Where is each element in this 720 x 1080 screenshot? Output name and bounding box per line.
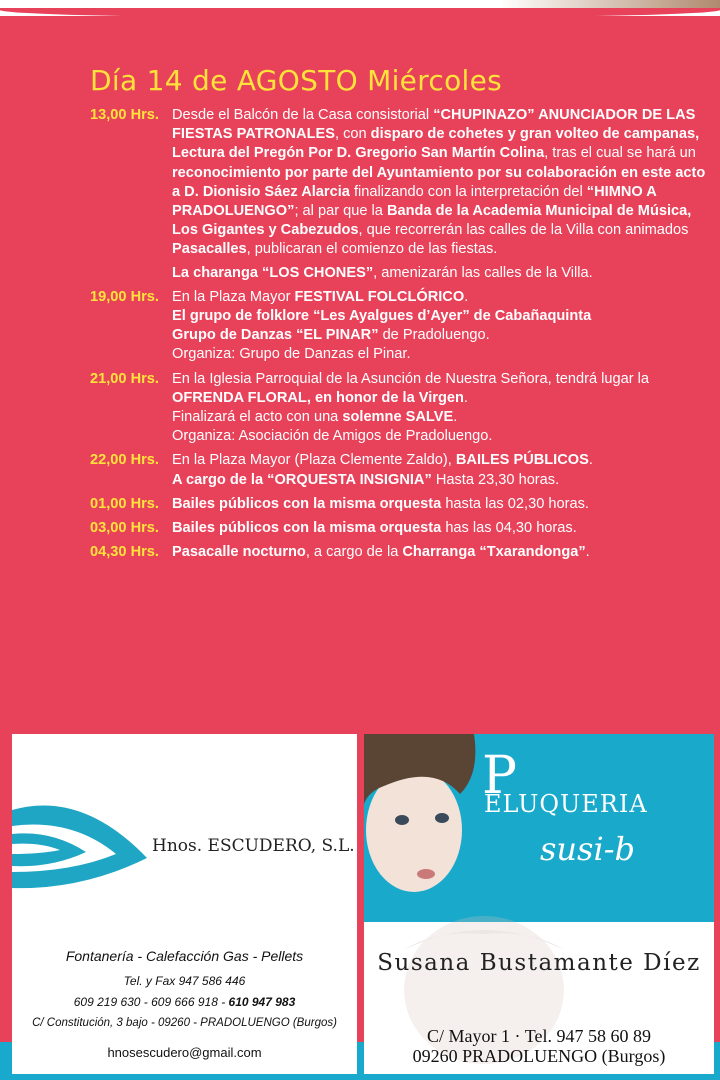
- brand-mark: P: [482, 746, 517, 806]
- text-segment: En la Iglesia Parroquial de la Asunción de Nuestra Señora, tendrá lugar la: [172, 370, 650, 387]
- text-segment: disparo de cohetes y gran volteo de campanas, Lectura del Pregón Por D. Gregorio San Martín Colina: [172, 126, 700, 162]
- text-segment: “CHUPINAZO” ANUNCIADOR DE LAS FIESTAS PATRONALES: [172, 107, 696, 143]
- text-segment: finalizando con la interpretación del: [349, 183, 587, 200]
- event-row: [90, 288, 715, 365]
- event-paragraph: [172, 543, 715, 562]
- text-segment: hasta las 02,30 horas.: [441, 495, 589, 512]
- salon-address-2: 09260 PRADOLUENGO (Burgos): [412, 1046, 666, 1066]
- ad-escudero: [12, 734, 357, 1074]
- event-row: [90, 106, 715, 283]
- tel-fax-line: Tel. y Fax 947 586 446: [123, 974, 246, 988]
- text-segment: .: [585, 544, 590, 561]
- owner-name: Susana Bustamante Díez: [377, 950, 701, 976]
- text-segment: .: [464, 288, 469, 305]
- address-line: C/ Constitución, 3 bajo - 09260 - PRADOLUENGO (Burgos): [32, 1017, 337, 1029]
- hero-banner: [364, 734, 714, 922]
- text-segment: Charranga “Txarandonga”: [402, 544, 586, 561]
- text-segment: solemne SALVE: [342, 409, 454, 426]
- text-segment: OFRENDA FLORAL, en honor de la Virgen: [172, 389, 464, 406]
- brand-subname: susi-b: [540, 830, 635, 868]
- event-time: 21,00 Hrs.: [90, 370, 159, 387]
- text-segment: , a cargo de la: [305, 544, 403, 561]
- text-segment: , publicaran el comienzo de las fiestas.: [246, 241, 498, 258]
- text-segment: de Pradoluengo. Organiza: Grupo de Danzas el Pinar.: [172, 327, 490, 363]
- event-paragraph: [172, 519, 715, 538]
- event-time: 01,00 Hrs.: [90, 495, 159, 512]
- event-paragraph: [172, 370, 715, 447]
- text-segment: En la Plaza Mayor (Plaza Clemente Zaldo),: [172, 452, 456, 469]
- text-segment: A cargo de la “ORQUESTA INSIGNIA”: [172, 471, 432, 488]
- text-segment: Bailes públicos con la misma orquesta: [172, 520, 442, 537]
- escudero-logo-icon: [12, 780, 152, 910]
- event-row: [90, 370, 715, 447]
- company-name: Hnos. ESCUDERO, S.L.: [152, 836, 355, 856]
- text-segment: El grupo de folklore “Les Ayalgues d’Ayer” de Cabañaquinta Grupo de Danzas “EL PINAR”: [172, 308, 592, 344]
- text-segment: FESTIVAL FOLCLÓRICO: [294, 288, 465, 305]
- event-program: [90, 106, 715, 567]
- text-segment: ; al par que la: [294, 203, 387, 220]
- ad-peluqueria: [364, 734, 714, 1074]
- event-row: [90, 495, 715, 514]
- phones-line: [12, 995, 357, 1009]
- event-description: [172, 495, 715, 514]
- event-row: [90, 519, 715, 538]
- event-description: [172, 288, 715, 365]
- event-description: [172, 106, 715, 283]
- text-segment: Banda de la Academia Municipal de Música, Los Gigantes y Cabezudos: [172, 203, 692, 239]
- phones-text: 609 219 630 - 609 666 918 -: [73, 995, 229, 1009]
- event-time: 04,30 Hrs.: [90, 544, 159, 561]
- text-segment: Desde el Balcón de la Casa consistorial: [172, 107, 434, 123]
- page-title: Día 14 de AGOSTO Miércoles: [90, 64, 503, 97]
- text-segment: , amenizarán las calles de la Villa.: [373, 264, 593, 281]
- event-paragraph: [172, 495, 715, 514]
- brand-name: ELUQUERIA: [484, 790, 648, 818]
- event-description: [172, 519, 715, 538]
- event-time: 13,00 Hrs.: [90, 107, 159, 123]
- text-segment: reconocimiento por parte del Ayuntamiento por su colaboración en este acto a D. Dionisio Sáez Alarcia: [172, 164, 706, 200]
- event-paragraph: [172, 288, 715, 365]
- salon-address-1: C/ Mayor 1 · Tel. 947 58 60 89: [427, 1026, 651, 1046]
- event-time: 19,00 Hrs.: [90, 288, 159, 305]
- text-segment: Bailes públicos con la misma orquesta: [172, 495, 442, 512]
- event-paragraph: [172, 106, 715, 260]
- event-description: [172, 451, 715, 489]
- text-segment: , que recorrerán las calles de la Villa con animados: [358, 222, 689, 239]
- text-segment: . Finalizará el acto con una: [172, 389, 468, 426]
- services-line: Fontanería - Calefacción Gas - Pellets: [65, 948, 304, 964]
- text-segment: . Organiza: Asociación de Amigos de Pradoluengo.: [172, 409, 493, 445]
- email-line: hnosescudero@gmail.com: [107, 1045, 262, 1060]
- event-time: 03,00 Hrs.: [90, 520, 159, 537]
- top-brown-accent: [500, 0, 720, 8]
- child-face-icon: [364, 734, 494, 922]
- text-segment: En la Plaza Mayor: [172, 288, 295, 305]
- event-paragraph: [172, 264, 715, 283]
- text-segment: BAILES PÚBLICOS: [455, 452, 589, 469]
- text-segment: has las 04,30 horas.: [441, 520, 577, 537]
- text-segment: Pasacalles: [172, 241, 247, 258]
- event-row: [90, 543, 715, 562]
- phone-bold: 610 947 983: [228, 995, 296, 1009]
- text-segment: Hasta 23,30 horas.: [431, 471, 560, 488]
- text-segment: “HIMNO A PRADOLUENGO”: [172, 183, 657, 220]
- event-description: [172, 543, 715, 562]
- event-paragraph: [172, 451, 715, 489]
- text-segment: , con: [334, 126, 371, 143]
- event-time: 22,00 Hrs.: [90, 452, 159, 469]
- event-row: [90, 451, 715, 489]
- text-segment: La charanga “LOS CHONES”: [172, 264, 374, 281]
- text-segment: .: [588, 452, 593, 469]
- event-description: [172, 370, 715, 447]
- text-segment: , tras el cual se hará un: [544, 145, 696, 162]
- text-segment: Pasacalle nocturno: [172, 544, 306, 561]
